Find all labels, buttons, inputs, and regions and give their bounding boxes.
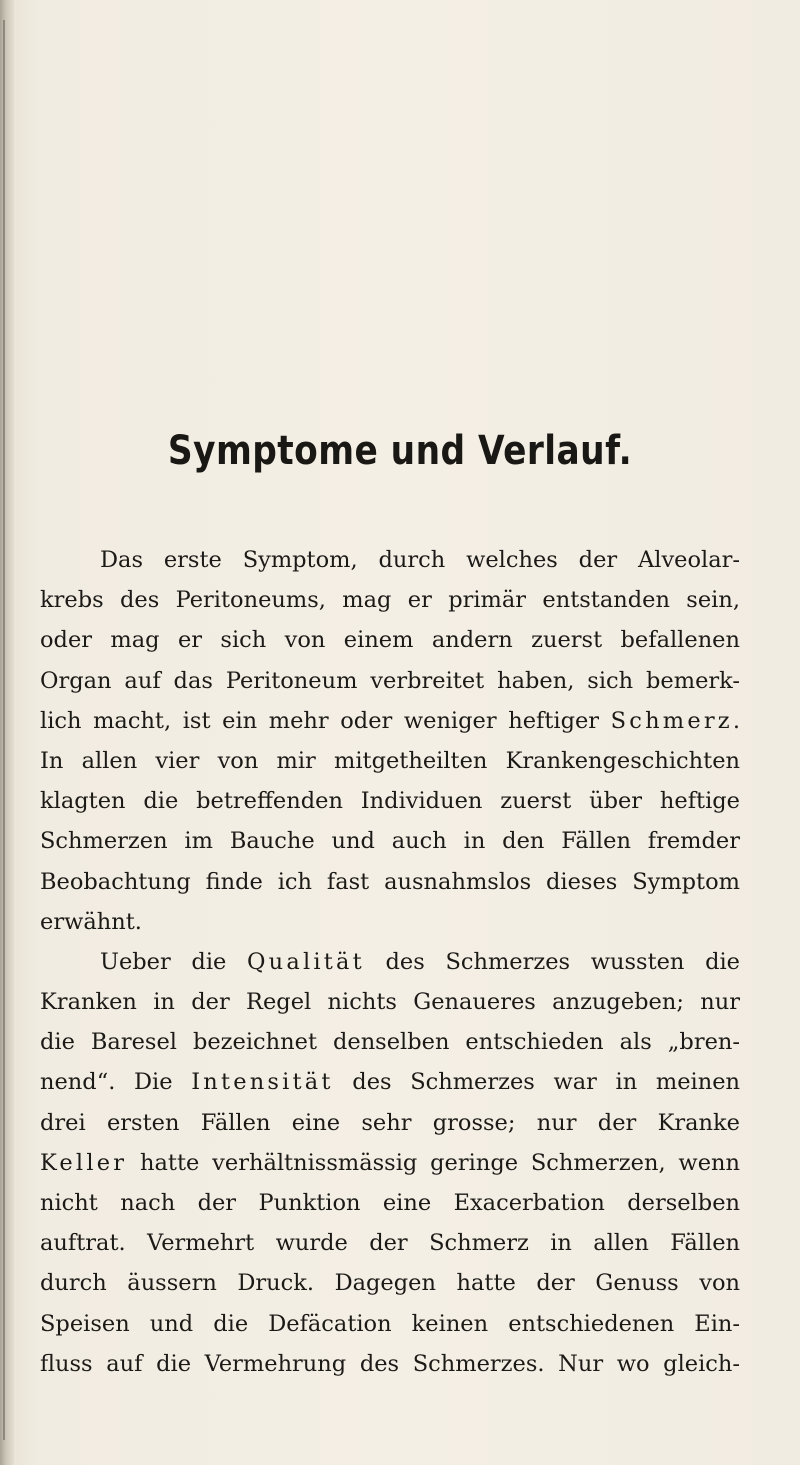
text-line: nicht nach der Punktion eine Exacerbation derselben: [40, 1190, 740, 1216]
text-span: hatte verhältnissmässig geringe Schmerzen, wenn: [140, 1149, 740, 1176]
spaced-name: Keller: [40, 1149, 128, 1176]
text-line: auftrat. Vermehrt wurde der Schmerz in allen Fällen: [40, 1230, 740, 1257]
text-line: Beobachtung finde ich fast ausnahmslos dieses Symptom: [40, 868, 740, 895]
text-line: Kranken in der Regel nichts Genaueres anzugeben; nur: [40, 989, 740, 1016]
spaced-term: Qualität: [247, 948, 365, 975]
text-line: Das erste Symptom, durch welches der Alveolar-: [100, 547, 740, 573]
text-line: oder mag er sich von einem andern zuerst befallenen: [40, 627, 740, 654]
text-span: .: [732, 707, 740, 734]
section-heading: Symptome und Verlauf.: [167, 428, 633, 474]
text-line: durch äussern Druck. Dagegen hatte der Genuss von: [40, 1270, 740, 1297]
text-line: Organ auf das Peritoneum verbreitet haben, sich bemerk-: [40, 667, 740, 694]
text-span: lich macht, ist ein mehr oder weniger heftiger: [40, 707, 600, 734]
text-line: erwähnt.: [40, 908, 142, 935]
page-gutter: [0, 0, 14, 1465]
text-line: [40, 701, 740, 741]
text-line: drei ersten Fällen eine sehr grosse; nur der Kranke: [40, 1109, 740, 1136]
text-line: [40, 1062, 740, 1102]
spaced-term: Schmerz: [610, 707, 733, 734]
text-line: [40, 1143, 740, 1183]
text-line: klagten die betreffenden Individuen zuerst über heftige: [40, 788, 740, 815]
text-span: des Schmerzes war in meinen: [352, 1069, 740, 1096]
text-line: In allen vier von mir mitgetheilten Krankengeschichten: [40, 747, 740, 774]
text-line: fluss auf die Vermehrung des Schmerzes. Nur wo gleich-: [40, 1350, 740, 1377]
text-line: Speisen und die Defäcation keinen entschiedenen Ein-: [40, 1310, 740, 1337]
text-line: die Baresel bezeichnet denselben entschieden als „bren-: [40, 1029, 740, 1056]
text-span: Ueber die: [100, 948, 227, 975]
text-span: des Schmerzes wussten die: [385, 948, 740, 975]
spaced-term: Intensität: [191, 1069, 334, 1096]
text-line: Schmerzen im Bauche und auch in den Fällen fremder: [40, 828, 740, 855]
text-span: nend“. Die: [40, 1069, 173, 1096]
text-line: [40, 942, 740, 982]
text-line: krebs des Peritoneums, mag er primär entstanden sein,: [40, 587, 740, 614]
body-text: [40, 540, 740, 1384]
binding-edge: [3, 20, 5, 1440]
